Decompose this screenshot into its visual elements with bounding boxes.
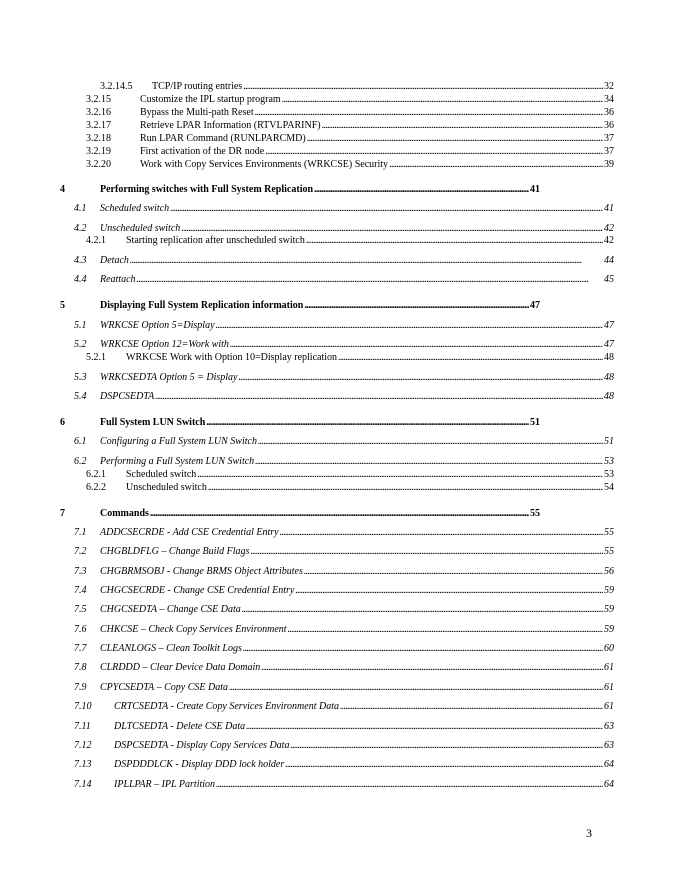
- toc-entry-3-2-16[interactable]: [86, 107, 614, 119]
- toc-page: 59: [604, 604, 614, 615]
- toc-page: 63: [604, 740, 614, 751]
- toc-title: IPLLPAR – IPL Partition: [114, 779, 216, 790]
- toc-leader: [285, 759, 603, 771]
- toc-number: 4.2.1: [86, 235, 106, 246]
- toc-entry-3-2-20[interactable]: [86, 159, 614, 171]
- toc-entry-7-11[interactable]: [74, 721, 614, 733]
- toc-number: 5: [60, 300, 65, 311]
- toc-title: WRKCSE Work with Option 10=Display replication: [126, 352, 338, 363]
- toc-number: 6.1: [74, 436, 87, 447]
- toc-number: 5.2: [74, 339, 87, 350]
- toc-number: 4.1: [74, 203, 87, 214]
- toc-page: 63: [604, 721, 614, 732]
- toc-title: Scheduled switch: [126, 469, 197, 480]
- toc-page: 51: [530, 417, 540, 428]
- toc-page: 53: [604, 469, 614, 480]
- toc-leader: [258, 436, 603, 448]
- toc-title: CHKCSE – Check Copy Services Environment: [100, 624, 287, 635]
- toc-title: ADDCSECRDE - Add CSE Credential Entry: [100, 527, 279, 538]
- toc-leader: [255, 107, 603, 119]
- toc-leader: [288, 624, 603, 636]
- toc-number: 4.3: [74, 255, 87, 266]
- toc-leader: [239, 372, 604, 384]
- toc-title: WRKCSE Option 12=Work with: [100, 339, 229, 350]
- toc-page: 44: [604, 255, 614, 266]
- toc-leader: [295, 585, 603, 597]
- toc-page: 55: [604, 546, 614, 557]
- toc-entry-7-6[interactable]: [74, 624, 614, 636]
- toc-leader: [338, 352, 603, 364]
- toc-page: 34: [604, 94, 614, 105]
- toc-entry-5-4[interactable]: [74, 391, 614, 403]
- toc-number: 6.2.2: [86, 482, 106, 493]
- toc-leader: [340, 701, 603, 713]
- toc-page: 64: [604, 779, 614, 790]
- toc-leader: [216, 779, 603, 791]
- toc-number: 5.1: [74, 320, 87, 331]
- toc-leader: [250, 546, 603, 558]
- toc-entry-7-1[interactable]: [74, 527, 614, 539]
- toc-leader: [314, 184, 529, 196]
- toc-number: 7.1: [74, 527, 87, 538]
- toc-leader: [206, 417, 529, 429]
- toc-entry-4-3[interactable]: [74, 255, 614, 267]
- toc-number: 7: [60, 508, 65, 519]
- toc-title: Detach: [100, 255, 129, 266]
- toc-leader: [307, 133, 603, 145]
- toc-leader: [304, 300, 529, 312]
- toc-entry-7-7[interactable]: [74, 643, 614, 655]
- toc-number: 4.2: [74, 223, 87, 234]
- toc-leader: [261, 662, 603, 674]
- toc-number: 7.8: [74, 662, 87, 673]
- toc-leader: [242, 604, 603, 616]
- toc-number: 3.2.14.5: [100, 81, 133, 92]
- toc-leader: [155, 391, 603, 403]
- toc-title: Unscheduled switch: [126, 482, 207, 493]
- toc-page: 60: [604, 643, 614, 654]
- toc-entry-4-2[interactable]: [74, 223, 614, 235]
- toc-title: CLEANLOGS – Clean Toolkit Logs: [100, 643, 242, 654]
- toc-chapter-4[interactable]: [60, 184, 540, 196]
- toc-number: 3.2.20: [86, 159, 111, 170]
- toc-number: 3.2.18: [86, 133, 111, 144]
- toc-leader: [243, 643, 603, 655]
- toc-title: CLRDDD – Clear Device Data Domain: [100, 662, 261, 673]
- toc-entry-5-3[interactable]: [74, 372, 614, 384]
- toc-title: TCP/IP routing entries: [152, 81, 243, 92]
- toc-leader: [216, 320, 603, 332]
- toc-leader: [197, 469, 603, 481]
- toc-entry-7-8[interactable]: [74, 662, 614, 674]
- toc-title: CPYCSEDTA – Copy CSE Data: [100, 682, 228, 693]
- toc-title: Commands: [100, 508, 149, 519]
- toc-title: Configuring a Full System LUN Switch: [100, 436, 257, 447]
- toc-entry-7-14[interactable]: [74, 779, 614, 791]
- toc-number: 7.13: [74, 759, 92, 770]
- toc-entry-3-2-19[interactable]: [86, 146, 614, 158]
- toc-title: CHGBRMSOBJ - Change BRMS Object Attributes: [100, 566, 303, 577]
- toc-page: 39: [604, 159, 614, 170]
- toc-leader: [246, 721, 603, 733]
- toc-page: 41: [604, 203, 614, 214]
- toc-page: 55: [604, 527, 614, 538]
- toc-title: CHGCSECRDE - Change CSE Credential Entry: [100, 585, 295, 596]
- toc-chapter-5[interactable]: [60, 300, 540, 312]
- toc-title: First activation of the DR node: [140, 146, 265, 157]
- toc-leader: [306, 235, 603, 247]
- toc-number: 7.6: [74, 624, 87, 635]
- toc-entry-7-4[interactable]: [74, 585, 614, 597]
- toc-entry-5-2[interactable]: [74, 339, 614, 351]
- toc-page: 36: [604, 107, 614, 118]
- toc-title: Displaying Full System Replication information: [100, 300, 304, 311]
- toc-title: Reattach: [100, 274, 136, 285]
- toc-entry-5-2-1[interactable]: [86, 352, 614, 364]
- toc-page: 59: [604, 624, 614, 635]
- toc-title: WRKCSEDTA Option 5 = Display: [100, 372, 238, 383]
- toc-entry-3-2-15[interactable]: [86, 94, 614, 106]
- toc-number: 3.2.15: [86, 94, 111, 105]
- toc-leader: [170, 203, 603, 215]
- page-number: 3: [586, 826, 592, 840]
- toc-number: 7.5: [74, 604, 87, 615]
- toc-leader: [304, 566, 603, 578]
- toc-number: 6: [60, 417, 65, 428]
- toc-page: 61: [604, 701, 614, 712]
- toc-title: Performing a Full System LUN Switch: [100, 456, 255, 467]
- toc-page: 37: [604, 133, 614, 144]
- toc-entry-7-3[interactable]: [74, 566, 614, 578]
- toc-entry-3-2-17[interactable]: [86, 120, 614, 132]
- toc-leader: [130, 255, 603, 267]
- toc-leader: [290, 740, 603, 752]
- toc-entry-7-13[interactable]: [74, 759, 614, 771]
- toc-leader: [265, 146, 603, 158]
- toc-leader: [243, 81, 603, 93]
- toc-chapter-6[interactable]: [60, 417, 540, 429]
- toc-title: Full System LUN Switch: [100, 417, 206, 428]
- toc-entry-4-1[interactable]: [74, 203, 614, 215]
- toc-number: 7.14: [74, 779, 92, 790]
- toc-entry-7-5[interactable]: [74, 604, 614, 616]
- toc-entry-7-2[interactable]: [74, 546, 614, 558]
- toc-entry-6-1[interactable]: [74, 436, 614, 448]
- toc-page: 47: [604, 339, 614, 350]
- toc-page: 61: [604, 682, 614, 693]
- toc-leader: [389, 159, 603, 171]
- toc-page: 42: [604, 223, 614, 234]
- toc-entry-4-2-1[interactable]: [86, 235, 614, 247]
- toc-number: 3.2.16: [86, 107, 111, 118]
- toc-page: 37: [604, 146, 614, 157]
- toc-page: 36: [604, 120, 614, 131]
- toc-leader: [322, 120, 603, 132]
- toc-entry-6-2-1[interactable]: [86, 469, 614, 481]
- toc-page: 42: [604, 235, 614, 246]
- toc-number: 7.7: [74, 643, 87, 654]
- toc-number: 7.12: [74, 740, 92, 751]
- toc-number: 7.11: [74, 721, 91, 732]
- toc-entry-3-2-18[interactable]: [86, 133, 614, 145]
- toc-title: CRTCSEDTA - Create Copy Services Environment Data: [114, 701, 339, 712]
- toc-leader: [181, 223, 603, 235]
- toc-title: CHGCSEDTA – Change CSE Data: [100, 604, 241, 615]
- toc-entry-6-2-2[interactable]: [86, 482, 614, 494]
- toc-title: Retrieve LPAR Information (RTVLPARINF): [140, 120, 321, 131]
- toc-page: 54: [604, 482, 614, 493]
- toc-number: 6.2: [74, 456, 87, 467]
- toc-leader: [208, 482, 603, 494]
- toc-page: 51: [604, 436, 614, 447]
- toc-number: 3.2.17: [86, 120, 111, 131]
- toc-title: Unscheduled switch: [100, 223, 181, 234]
- toc-page: 47: [604, 320, 614, 331]
- toc-page: 47: [530, 300, 540, 311]
- toc-entry-5-1[interactable]: [74, 320, 614, 332]
- toc-title: Performing switches with Full System Replication: [100, 184, 314, 195]
- toc-page: 53: [604, 456, 614, 467]
- toc-leader: [255, 456, 603, 468]
- toc-number: 6.2.1: [86, 469, 106, 480]
- toc-number: 7.10: [74, 701, 92, 712]
- toc-title: Scheduled switch: [100, 203, 170, 214]
- toc-page: 48: [604, 352, 614, 363]
- toc-entry-4-4[interactable]: [74, 274, 614, 286]
- toc-title: Bypass the Multi-path Reset: [140, 107, 254, 118]
- toc-chapter-7[interactable]: [60, 508, 540, 520]
- toc-leader: [229, 682, 603, 694]
- toc-number: 5.2.1: [86, 352, 106, 363]
- toc-leader: [282, 94, 603, 106]
- toc-title: Starting replication after unscheduled switch: [126, 235, 305, 246]
- toc-title: CHGBLDFLG – Change Build Flags: [100, 546, 250, 557]
- toc-page: 32: [604, 81, 614, 92]
- toc-number: 7.2: [74, 546, 87, 557]
- toc-number: 7.4: [74, 585, 87, 596]
- toc-number: 4: [60, 184, 65, 195]
- toc-title: WRKCSE Option 5=Display: [100, 320, 215, 331]
- toc-title: DLTCSEDTA - Delete CSE Data: [114, 721, 246, 732]
- toc-entry-7-12[interactable]: [74, 740, 614, 752]
- toc-leader: [230, 339, 603, 351]
- toc-number: 5.3: [74, 372, 87, 383]
- toc-title: Run LPAR Command (RUNLPARCMD): [140, 133, 306, 144]
- toc-page: 55: [530, 508, 540, 519]
- toc-page: 56: [604, 566, 614, 577]
- toc-page: 59: [604, 585, 614, 596]
- toc-entry-6-2[interactable]: [74, 456, 614, 468]
- toc-title: Customize the IPL startup program: [140, 94, 281, 105]
- toc-page: 48: [604, 372, 614, 383]
- toc-leader: [280, 527, 603, 539]
- toc-number: 3.2.19: [86, 146, 111, 157]
- toc-title: DSPDDDLCK - Display DDD lock holder: [114, 759, 285, 770]
- toc-entry-3-2-14-5[interactable]: [100, 81, 614, 93]
- toc-title: DSPCSEDTA - Display Copy Services Data: [114, 740, 290, 751]
- toc-number: 4.4: [74, 274, 87, 285]
- toc-page: 64: [604, 759, 614, 770]
- toc-title: Work with Copy Services Environments (WRKCSE) Security: [140, 159, 389, 170]
- toc-number: 7.9: [74, 682, 87, 693]
- toc-page: 41: [530, 184, 540, 195]
- toc-page: 45: [604, 274, 614, 285]
- toc-entry-7-10[interactable]: [74, 701, 614, 713]
- toc-title: DSPCSEDTA: [100, 391, 155, 402]
- toc-leader: [150, 508, 529, 520]
- toc-page: 61: [604, 662, 614, 673]
- toc-number: 5.4: [74, 391, 87, 402]
- toc-number: 7.3: [74, 566, 87, 577]
- toc-page: 48: [604, 391, 614, 402]
- toc-leader: [137, 274, 603, 286]
- toc-entry-7-9[interactable]: [74, 682, 614, 694]
